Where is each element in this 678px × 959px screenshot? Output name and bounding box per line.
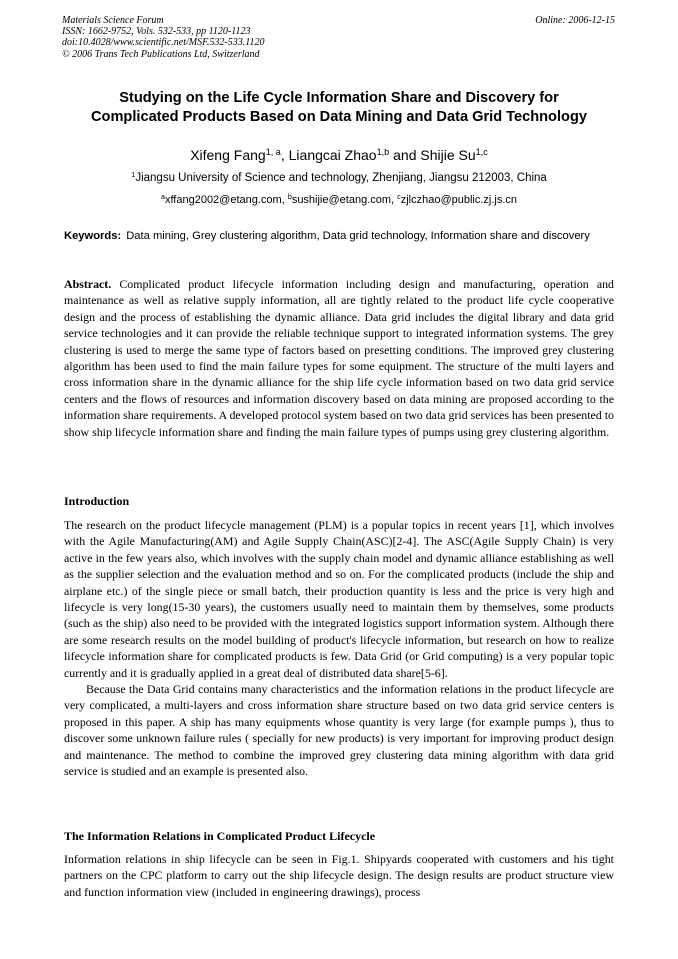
author-list [0,146,678,164]
email-a-marker: a [160,193,165,202]
section-heading: The Information Relations in Complicated Product Lifecycle [64,829,376,843]
keywords-text: Data mining, Grey clustering algorithm, Data grid technology, Information share and discovery [126,230,590,242]
author-separator: and [389,147,421,163]
author-1: Xifeng Fang [190,147,266,163]
affiliation-text: Jiangsu University of Science and technology, Zhenjiang, Jiangsu 212003, China [135,172,547,184]
email-a: xffang2002@etang.com, [164,194,288,206]
keywords [64,229,614,243]
online-date: Online: 2006-12-15 [535,15,615,26]
abstract-label: Abstract. [64,277,112,291]
copyright-line: © 2006 Trans Tech Publications Ltd, Switzerland [62,48,260,60]
affiliation-marker: 1 [131,169,136,179]
email-list [0,193,678,207]
email-c: zjlczhao@public.zj.js.cn [400,194,518,206]
author-1-affil: 1, a [265,147,281,157]
affiliation [0,171,678,185]
author-2-affil: 1,b [376,147,390,157]
section-body [64,851,614,900]
introduction-body [64,517,614,780]
introduction-heading: Introduction [64,494,130,508]
doi-line: doi:10.4028/www.scientific.net/MSF.532-533.1120 [62,37,265,49]
author-2: Liangcai Zhao [288,147,377,163]
paper-title [40,89,638,127]
email-b-marker: b [287,193,292,202]
section-paragraph-1: Information relations in ship lifecycle can be seen in Fig.1. Shipyards cooperated with customers and his tight partners on the CPC platform to carry out the ship lifecycle design. The design results are product structure view and function information view (included in engineering drawings), process [64,852,614,899]
journal-header [62,15,265,60]
introduction-paragraph-1: The research on the product lifecycle management (PLM) is a popular topics in recent years [1], which involves with the Agile Manufacturing(AM) and Agile Supply Chain(ASC)[2-4]. The ASC(Agile Supply Chain) is very active in the few years also, which involves with the supply chain model and dynamic alliance establishing as well as the supplier selection and the evaluation method and so on. For the complicated products (include the ship and airplane etc.) of the single piece or small batch, their production quantity is less and the price is very high and lifecycle is very long(15-30 years), the customers usually need to maintain them by themselves, some products (such as the ship) also need to be provided with the integrated logistics support information system. Although there are some research results on the model building of product's lifecycle information, but research on how to realize lifecycle information share for complicated products is few. Data Grid (or Grid computing) is a very popular topic currently and it is gradually applied in a great deal of distributed data share[5-6]. [64,518,614,680]
email-c-marker: c [397,193,401,202]
introduction-paragraph-2: Because the Data Grid contains many characteristics and the information relations in the product lifecycle are very complicated, a multi-layers and cross information share structure based on two data grid service centers is proposed in this paper. A ship has many equipments whose quantity is very large (for example pumps ), thus to discover some unknown failure rules ( specially for new products) is very important for improving product design and maintenance. The method to combine the improved grey clustering data mining algorithm with data grid service is studied and an example is presented also. [64,682,614,779]
abstract-text: Complicated product lifecycle information including design and manufacturing, operation and maintenance as well as relative supply information, all are tightly related to the product life cycle cooperative design and the process of establishing the dynamic alliance. Data grid includes the digital library and data grid service technologies and it can provide the reliable technique support to integrated information systems. The grey clustering is used to merge the same type of factors based on presetting conditions. The improved grey clustering algorithm has been used to find the main failure types for some equipment. The structure of the multi layers and cross information share in the dynamic alliance for the ship life cycle information based on two data grid service centers and the flows of resources and information discovery based on data mining are proposed according to the information share requirements. A developed protocol system based on two data grid services has been presented to show ship lifecycle information share and finding the main failure types of pumps using grey clustering algorithm. [64,277,614,439]
journal-name: Materials Science Forum [62,15,164,26]
issn-line: ISSN: 1662-9752, Vols. 532-533, pp 1120-1123 [62,26,251,38]
email-b: sushijie@etang.com, [291,194,398,206]
author-3-affil: 1,c [475,147,488,157]
author-3: Shijie Su [420,147,476,163]
author-separator: , [280,147,289,163]
abstract [64,276,614,440]
title-line-2: Complicated Products Based on Data Mining and Data Grid Technology [91,109,587,125]
title-line-1: Studying on the Life Cycle Information Share and Discovery for [119,90,559,106]
keywords-label: Keywords: [64,230,122,242]
